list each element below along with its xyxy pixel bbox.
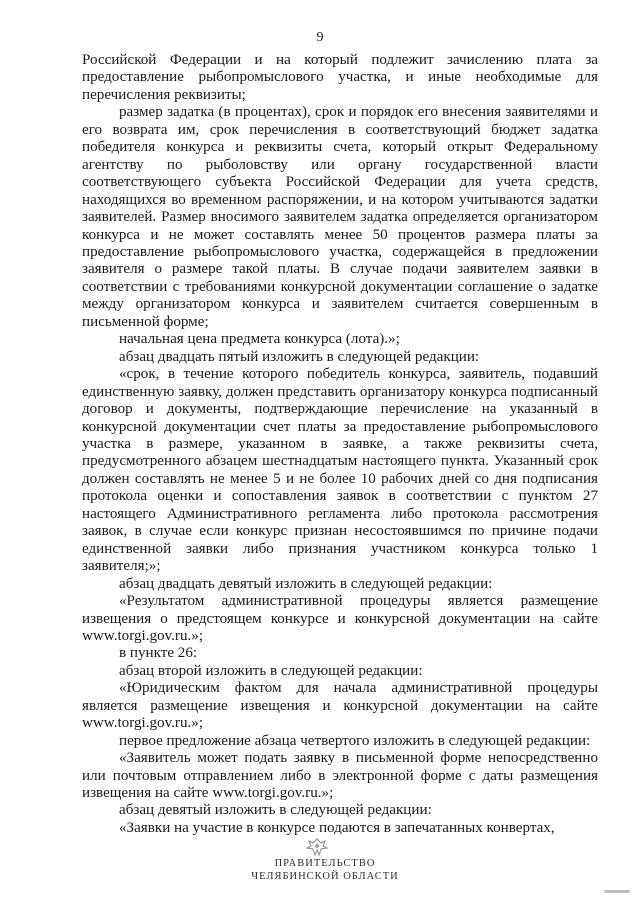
coat-of-arms-icon [302,836,332,858]
paragraph: начальная цена предмета конкурса (лота).»; [119,331,400,348]
paragraph: «Заявитель может подать заявку в письменной форме непосредственно или почтовым отправлением либо в электронной форме с даты размещения извещения на сайте www.torgi.gov.ru.»; [82,750,598,802]
paragraph: абзац девятый изложить в следующей редакции: [119,802,432,819]
paragraph: в пункте 26: [119,645,198,662]
scan-mark [604,890,630,893]
paragraph: размер задатка (в процентах), срок и порядок его внесения заявителями и его возврата им, срок перечисления в соответствующий бюджет задатка победителя конкурса и реквизиты счета, который открыт Федеральному агентству по рыболовству или органу государственной власти соответствующего субъекта Российской Федерации для учета средств, находящихся во временном распоряжении, и на котором учитываются задатки заявителей. Размер вносимого заявителем задатка определяется организатором конкурса и не может составлять менее 50 процентов размера платы за предоставление рыбопромыслового участка, содержащейся в предложении заявителя о размере такой платы. В случае подачи заявителем заявки в соответствии с требованиями конкурсной документации соглашение о задатке между организатором конкурса и заявителем считается совершенным в письменной форме; [82,104,598,330]
paragraph: «срок, в течение которого победитель конкурса, заявитель, подавший единственную заявку, должен представить организатору конкурса подписанный договор и документы, подтверждающие перечисление на указанный в конкурсной документации счет платы за предоставление рыбопромыслового участка в размере, указанном в заявке, а также реквизиты счета, предусмотренного абзацем шестнадцатым настоящего пункта. Указанный срок должен составлять не менее 5 и не более 10 рабочих дней со дня подписания протокола оценки и сопоставления заявок в соответствии с пунктом 27 настоящего Административного регламента либо протокола рассмотрения заявок, в случае если конкурс признан несостоявшимся по причине подачи единственной заявки либо признания участником конкурса только 1 заявителя;»; [82,366,598,575]
paragraph: Российской Федерации и на который подлежит зачислению плата за предоставление рыбопромыслового участка, и иные необходимые для перечисления реквизиты; [82,52,598,103]
government-stamp [250,836,400,892]
paragraph: «Юридическим фактом для начала административной процедуры является размещение извещения и конкурсной документации на сайте www.torgi.gov.ru.»; [82,680,598,732]
paragraph: «Результатом административной процедуры является размещение извещения о предстоящем конкурсе и конкурсной документации на сайте www.torgi.gov.ru.»; [82,593,598,644]
stamp-line-2: ЧЕЛЯБИНСКОЙ ОБЛАСТИ [251,871,399,882]
stamp-line-1: ПРАВИТЕЛЬСТВО [274,858,376,869]
paragraph: абзац двадцать пятый изложить в следующей редакции: [119,348,480,365]
paragraph: первое предложение абзаца четвертого изложить в следующей редакции: [119,732,591,749]
document-body [82,52,598,837]
paragraph: абзац второй изложить в следующей редакции: [119,662,423,679]
paragraph: «Заявки на участие в конкурсе подаются в запечатанных конвертах, [119,819,555,836]
paragraph: абзац двадцать девятый изложить в следующей редакции: [119,575,493,592]
page-number: 9 [316,30,324,45]
